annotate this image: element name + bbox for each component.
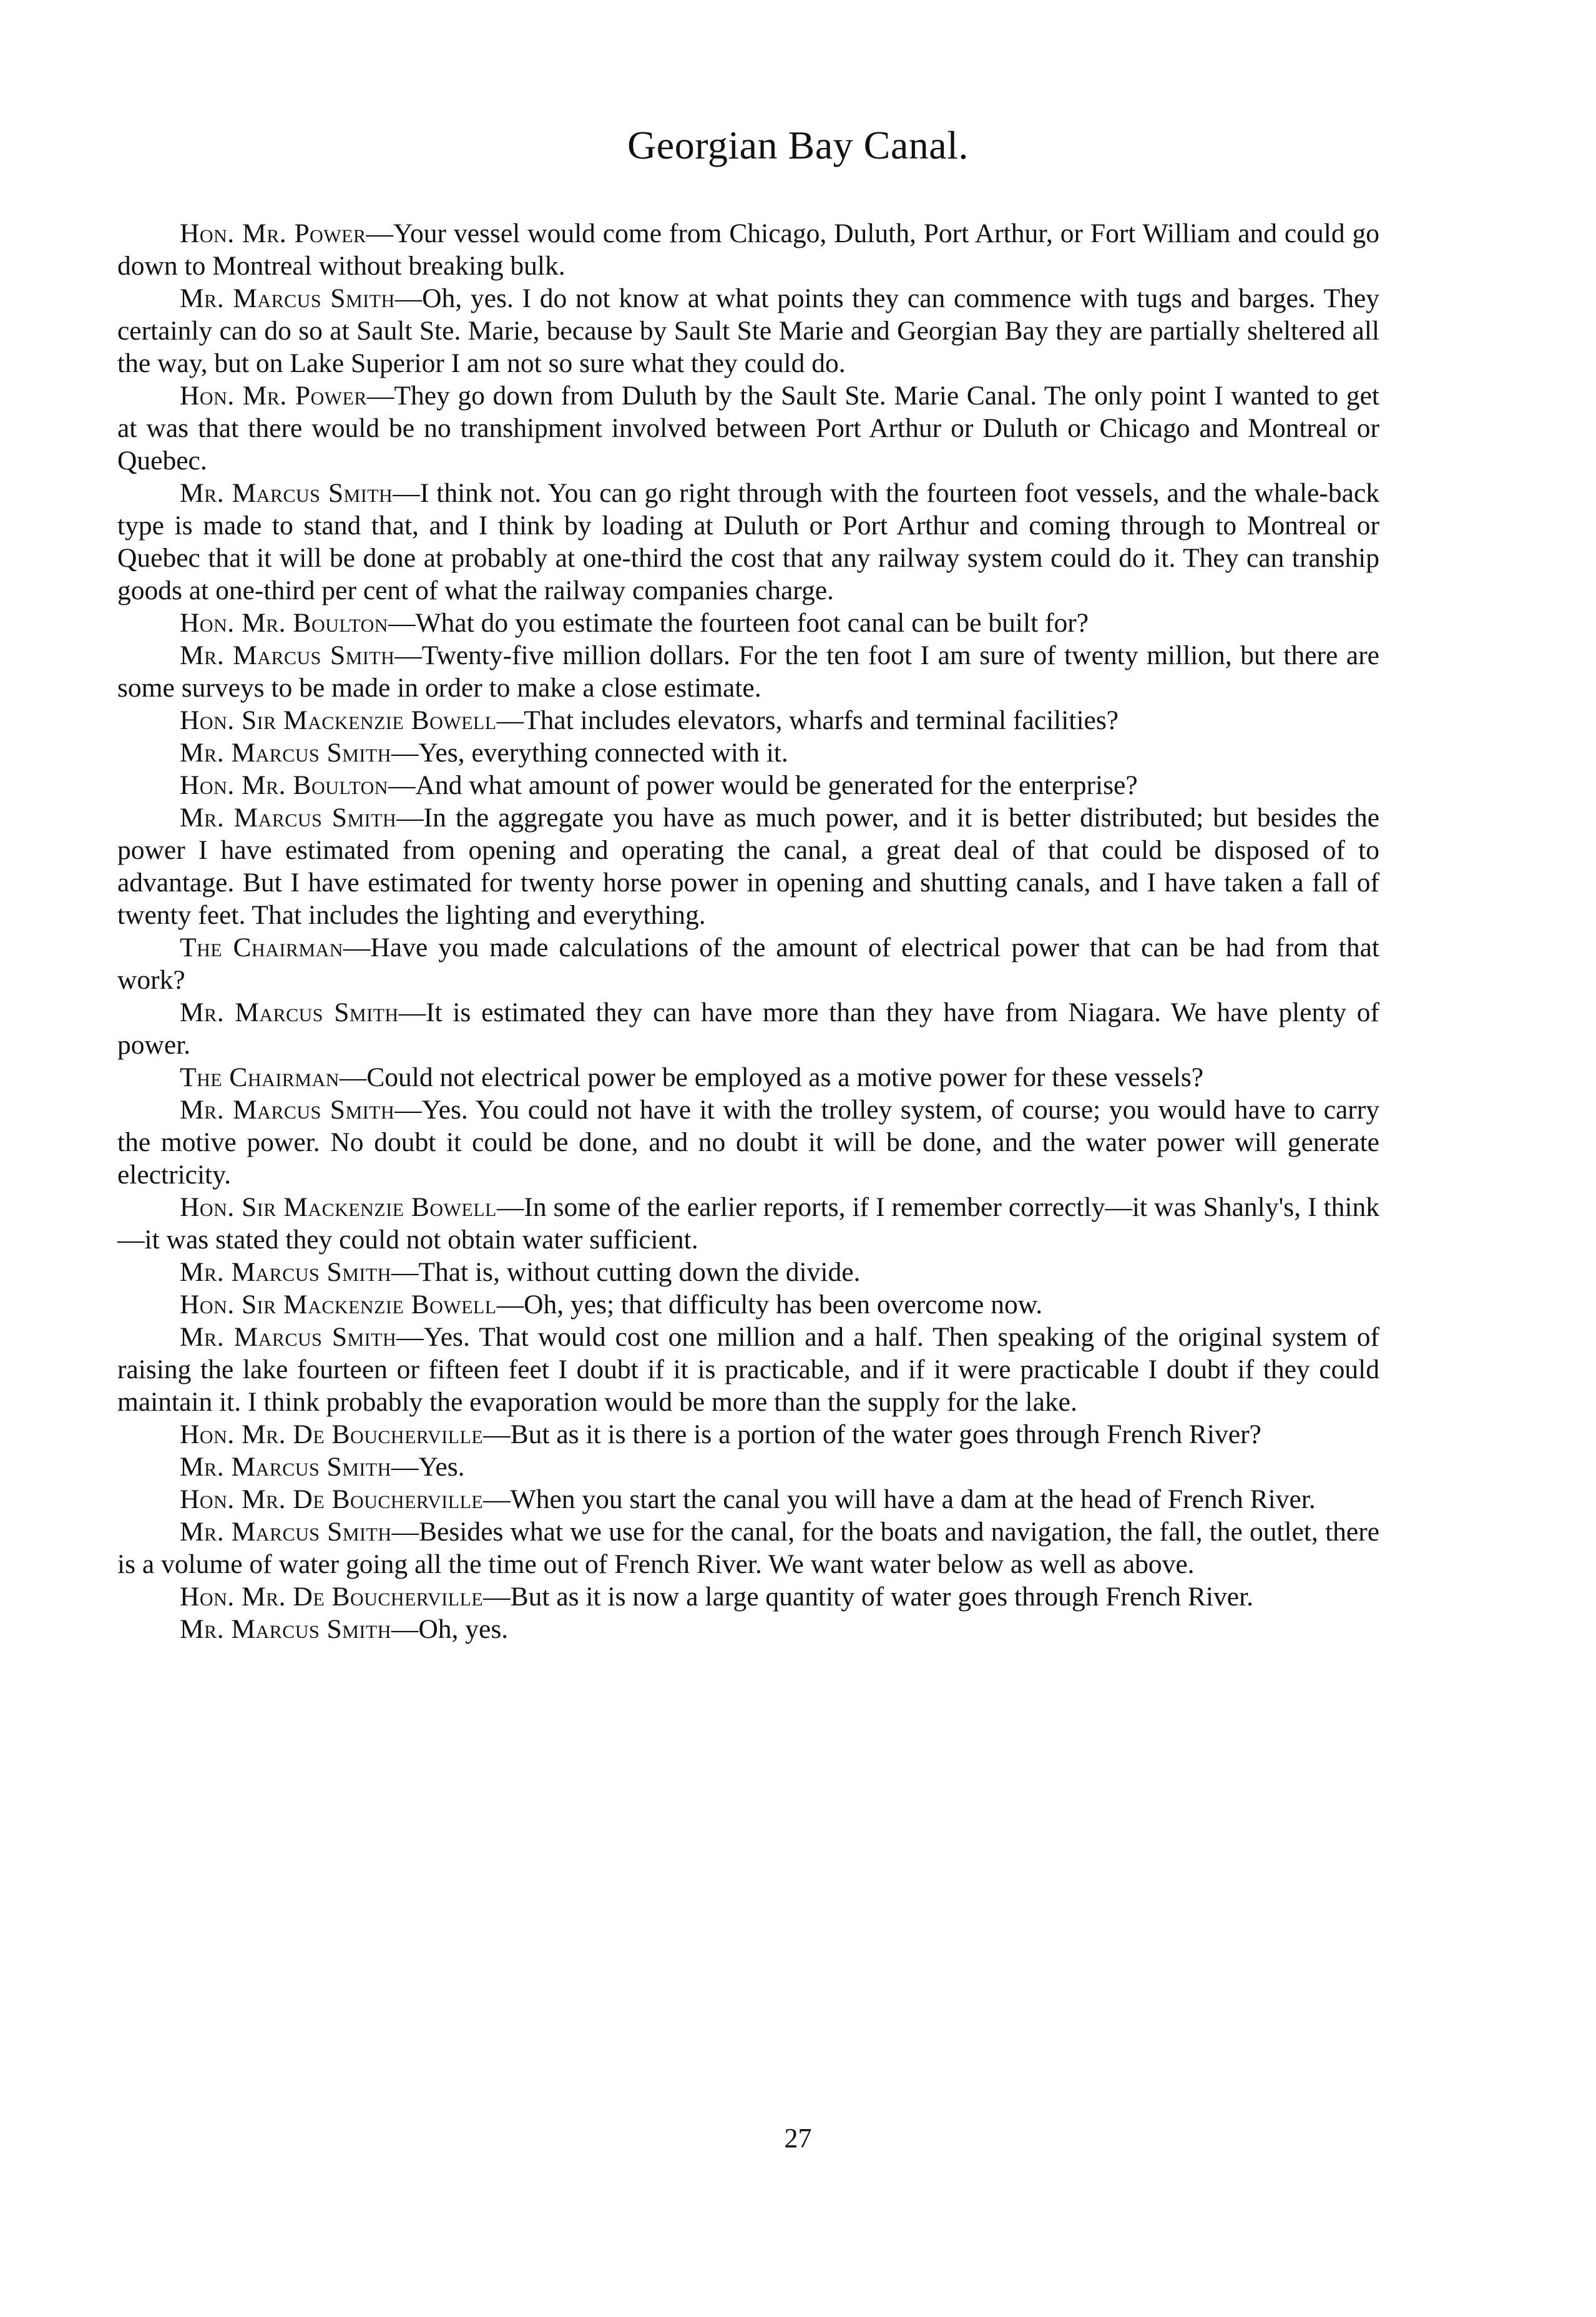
transcript-paragraph: [117, 380, 1379, 477]
transcript-paragraph: [117, 477, 1379, 607]
speech-text: —That includes elevators, wharfs and terminal facilities?: [496, 705, 1119, 735]
speech-text: —In the aggregate you have as much power, and it is better distributed; but besides the power I have estimated from opening and operating the canal, a great deal of that could be disposed of to advantage. But I have estimated for twenty horse power in opening and shutting canals, and I have taken a fall of twenty feet. That includes the lighting and everything.: [117, 803, 1380, 930]
speaker-name: Hon. Sir Mackenzie Bowell: [180, 1290, 497, 1320]
transcript-paragraph: [117, 282, 1379, 380]
speech-text: —Could not electrical power be employed as a motive power for these vessels?: [339, 1062, 1204, 1092]
speaker-name: Mr. Marcus Smith: [180, 478, 393, 508]
speaker-name: Mr. Marcus Smith: [180, 803, 397, 833]
transcript-paragraph: [117, 1256, 1379, 1288]
transcript-paragraph: [117, 1516, 1379, 1580]
transcript-paragraph: [117, 1613, 1379, 1645]
speaker-name: Mr. Marcus Smith: [180, 738, 391, 768]
speaker-name: Hon. Sir Mackenzie Bowell: [180, 705, 497, 735]
speaker-name: Mr. Marcus Smith: [180, 1257, 391, 1287]
transcript-paragraph: [117, 1580, 1379, 1613]
speech-text: —Oh, yes. I do not know at what points they can commence with tugs and barges. They certainly can do so at Sault Ste. Marie, because by Sault Ste Marie and Georgian Bay they are partially sheltered all the way, but on Lake Superior I am not so sure what they could do.: [117, 283, 1380, 378]
page-title: Georgian Bay Canal.: [627, 123, 969, 167]
transcript-paragraph: [117, 1418, 1379, 1451]
speech-text: —Yes, everything connected with it.: [391, 738, 788, 768]
transcript-body: [117, 217, 1379, 1645]
transcript-paragraph: [117, 607, 1379, 639]
speaker-name: Hon. Mr. De Boucherville: [180, 1419, 484, 1449]
speech-text: —Yes.: [391, 1452, 465, 1482]
speaker-name: The Chairman: [180, 933, 343, 963]
transcript-paragraph: [117, 769, 1379, 801]
transcript-paragraph: [117, 737, 1379, 769]
transcript-paragraph: [117, 217, 1379, 282]
transcript-paragraph: [117, 931, 1379, 996]
speaker-name: Hon. Mr. Boulton: [180, 608, 388, 638]
speech-text: —When you start the canal you will have a dam at the head of French River.: [483, 1484, 1316, 1514]
speaker-name: Mr. Marcus Smith: [180, 1452, 391, 1482]
speaker-name: Mr. Marcus Smith: [180, 1322, 397, 1352]
speech-text: —Your vessel would come from Chicago, Duluth, Port Arthur, or Fort William and could go down to Montreal without breaking bulk.: [117, 218, 1379, 281]
speaker-name: Hon. Mr. Power: [180, 218, 366, 248]
transcript-paragraph: [117, 1483, 1379, 1516]
speech-text: —But as it is there is a portion of the water goes through French River?: [483, 1419, 1261, 1449]
speech-text: —I think not. You can go right through with the fourteen foot vessels, and the whale-back type is made to stand that, and I think by loading at Duluth or Port Arthur and coming through to Montreal or Quebec that it will be done at probably at one-third the cost that any railway system could do it. They can tranship goods at one-third per cent of what the railway companies charge.: [117, 478, 1380, 605]
transcript-paragraph: [117, 704, 1379, 737]
speech-text: —Oh, yes; that difficulty has been overcome now.: [496, 1290, 1043, 1320]
speaker-name: Hon. Mr. De Boucherville: [180, 1582, 484, 1612]
speaker-name: The Chairman: [180, 1062, 340, 1092]
transcript-paragraph: [117, 1451, 1379, 1483]
speech-text: —But as it is now a large quantity of water goes through French River.: [483, 1582, 1254, 1612]
speech-text: —Have you made calculations of the amount of electrical power that can be had from that work?: [117, 933, 1379, 995]
transcript-paragraph: [117, 1321, 1379, 1418]
speaker-name: Mr. Marcus Smith: [180, 997, 399, 1027]
speaker-name: Hon. Mr. Power: [180, 381, 367, 411]
speech-text: —And what amount of power would be generated for the enterprise?: [388, 770, 1138, 800]
transcript-paragraph: [117, 1288, 1379, 1321]
speaker-name: Mr. Marcus Smith: [180, 1614, 391, 1644]
speech-text: —That is, without cutting down the divide.: [391, 1257, 861, 1287]
speech-text: —What do you estimate the fourteen foot canal can be built for?: [388, 608, 1089, 638]
speech-text: —It is estimated they can have more than they have from Niagara. We have plenty of power.: [117, 997, 1379, 1060]
speech-text: —They go down from Duluth by the Sault Ste. Marie Canal. The only point I wanted to get at was that there would be no transhipment involved between Port Arthur or Duluth or Chicago and Montreal or Quebec.: [117, 381, 1379, 476]
speech-text: —Yes. You could not have it with the trolley system, of course; you would have to carry the motive power. No doubt it could be done, and no doubt it will be done, and the water power will generate electricity.: [117, 1095, 1379, 1190]
speech-text: —Yes. That would cost one million and a half. Then speaking of the original system of raising the lake fourteen or fifteen feet I doubt if it is practicable, and if it were practicable I doubt if they could maintain it. I think probably the evaporation would be more than the supply for the lake.: [117, 1322, 1380, 1417]
speech-text: —Twenty-five million dollars. For the ten foot I am sure of twenty million, but there are some surveys to be made in order to make a close estimate.: [117, 640, 1379, 703]
speaker-name: Mr. Marcus Smith: [180, 1517, 392, 1547]
page-number: 27: [784, 2123, 812, 2153]
transcript-paragraph: [117, 996, 1379, 1061]
transcript-paragraph: [117, 1061, 1379, 1094]
speaker-name: Hon. Mr. De Boucherville: [180, 1484, 484, 1514]
speaker-name: Mr. Marcus Smith: [180, 283, 395, 313]
speech-text: —In some of the earlier reports, if I remember correctly—it was Shanly's, I think—it was stated they could not obtain water sufficient.: [117, 1192, 1379, 1255]
transcript-paragraph: [117, 801, 1379, 931]
transcript-paragraph: [117, 639, 1379, 704]
speech-text: —Oh, yes.: [391, 1614, 509, 1644]
speaker-name: Hon. Mr. Boulton: [180, 770, 388, 800]
transcript-paragraph: [117, 1191, 1379, 1256]
speaker-name: Mr. Marcus Smith: [180, 1095, 395, 1125]
speech-text: —Besides what we use for the canal, for the boats and navigation, the fall, the outlet, there is a volume of water going all the time out of French River. We want water below as well as above.: [117, 1517, 1380, 1579]
speaker-name: Mr. Marcus Smith: [180, 640, 395, 670]
speaker-name: Hon. Sir Mackenzie Bowell: [180, 1192, 497, 1222]
transcript-paragraph: [117, 1094, 1379, 1191]
